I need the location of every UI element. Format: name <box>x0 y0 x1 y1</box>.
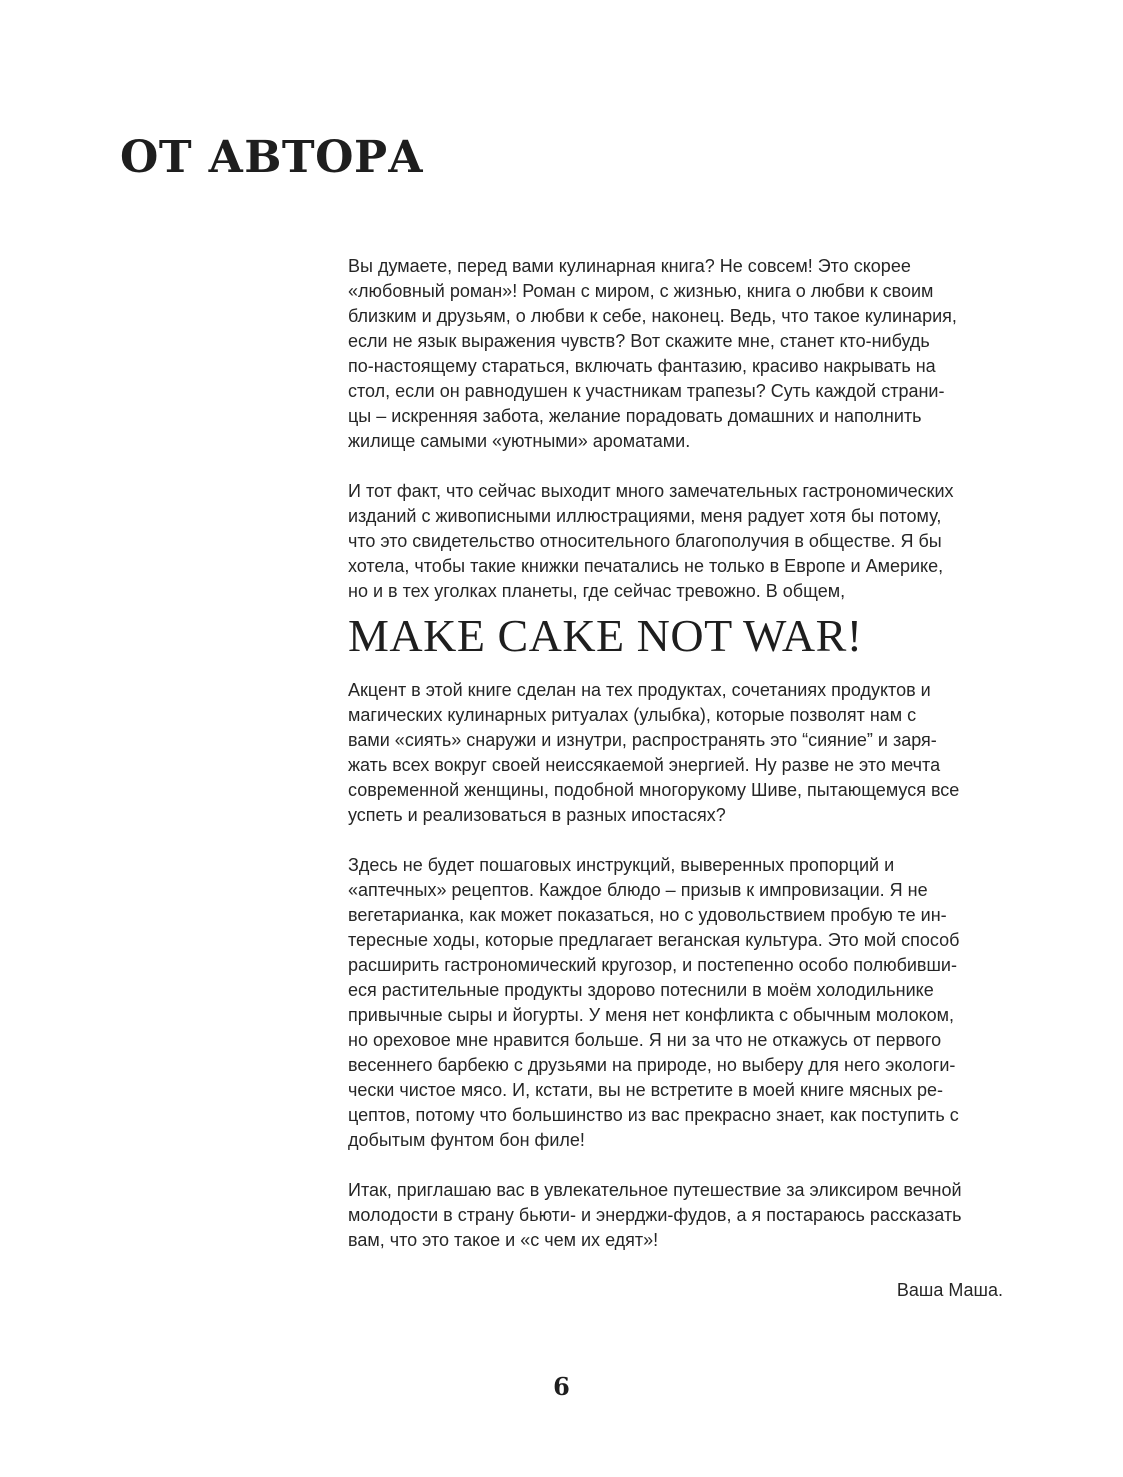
paragraph-spacer <box>348 828 1008 853</box>
text-line: магических кулинарных ритуалах (улыбка), которые позволят нам с <box>348 705 917 725</box>
page-title: ОТ АВТОРА <box>120 132 424 183</box>
paragraph-4 <box>348 853 1008 1153</box>
text-line: еся растительные продукты здорово потеснили в моём холодильнике <box>348 980 934 1000</box>
text-line: цы – искренняя забота, желание порадовать домашних и наполнить <box>348 406 922 426</box>
slogan-heading: MAKE CAKE NOT WAR! <box>348 610 863 661</box>
text-line: чески чистое мясо. И, кстати, вы не встретите в моей книге мясных ре- <box>348 1080 944 1100</box>
text-line: «любовный роман»! Роман с миром, с жизнью, книга о любви к своим <box>348 281 934 301</box>
text-line: хотела, чтобы такие книжки печатались не только в Европе и Америке, <box>348 556 944 576</box>
text-line: расширить гастрономический кругозор, и постепенно особо полюбивши- <box>348 955 957 975</box>
paragraph-2 <box>348 479 1008 604</box>
page-number: 6 <box>553 1372 570 1401</box>
text-line: добытым фунтом бон филе! <box>348 1130 585 1150</box>
paragraph-spacer <box>348 454 1008 479</box>
text-line: Итак, приглашаю вас в увлекательное путешествие за эликсиром вечной <box>348 1180 962 1200</box>
paragraph-3 <box>348 678 1008 828</box>
text-line: но и в тех уголках планеты, где сейчас тревожно. В общем, <box>348 581 846 601</box>
text-line: успеть и реализоваться в разных ипостасях? <box>348 805 726 825</box>
text-line: жать всех вокруг своей неиссякаемой энергией. Ну разве не это мечта <box>348 755 941 775</box>
text-line: Здесь не будет пошаговых инструкций, выверенных пропорций и <box>348 855 895 875</box>
text-line: Вы думаете, перед вами кулинарная книга? Не совсем! Это скорее <box>348 256 911 276</box>
text-line: близким и друзьям, о любви к себе, наконец. Ведь, что такое кулинария, <box>348 306 957 326</box>
text-line: стол, если он равнодушен к участникам трапезы? Суть каждой страни- <box>348 381 945 401</box>
text-line: но ореховое мне нравится больше. Я ни за что не откажусь от первого <box>348 1030 942 1050</box>
paragraph-spacer <box>348 1153 1008 1178</box>
text-line: современной женщины, подобной многорукому Шиве, пытающемуся все <box>348 780 960 800</box>
paragraph-spacer <box>348 1253 1008 1278</box>
text-line: тересные ходы, которые предлагает веганская культура. Это мой способ <box>348 930 960 950</box>
paragraph-1 <box>348 254 1008 454</box>
text-line: Акцент в этой книге сделан на тех продуктах, сочетаниях продуктов и <box>348 680 931 700</box>
text-line: вегетарианка, как может показаться, но с удовольствием пробую те ин- <box>348 905 947 925</box>
body-text-column <box>348 254 1008 1303</box>
text-line: если не язык выражения чувств? Вот скажите мне, станет кто-нибудь <box>348 331 930 351</box>
text-line: цептов, потому что большинство из вас прекрасно знает, как поступить с <box>348 1105 959 1125</box>
text-line: молодости в страну бьюти- и энерджи-фудов, а я постараюсь рассказать <box>348 1205 962 1225</box>
text-line: привычные сыры и йогурты. У меня нет конфликта с обычным молоком, <box>348 1005 955 1025</box>
text-line: что это свидетельство относительного благополучия в обществе. Я бы <box>348 531 942 551</box>
text-line: вами «сиять» снаружи и изнутри, распространять это “сияние” и заря- <box>348 730 937 750</box>
author-signature: Ваша Маша. <box>896 1280 1003 1300</box>
text-line: весеннего барбекю с друзьями на природе, но выберу для него экологи- <box>348 1055 956 1075</box>
text-line: жилище самыми «уютными» ароматами. <box>348 431 691 451</box>
text-line: вам, что это такое и «с чем их едят»! <box>348 1230 659 1250</box>
text-line: по-настоящему стараться, включать фантазию, красиво накрывать на <box>348 356 936 376</box>
text-line: «аптечных» рецептов. Каждое блюдо – призыв к импровизации. Я не <box>348 880 928 900</box>
paragraph-5 <box>348 1178 1008 1253</box>
text-line: И тот факт, что сейчас выходит много замечательных гастрономических <box>348 481 954 501</box>
text-line: изданий с живописными иллюстрациями, меня радует хотя бы потому, <box>348 506 942 526</box>
